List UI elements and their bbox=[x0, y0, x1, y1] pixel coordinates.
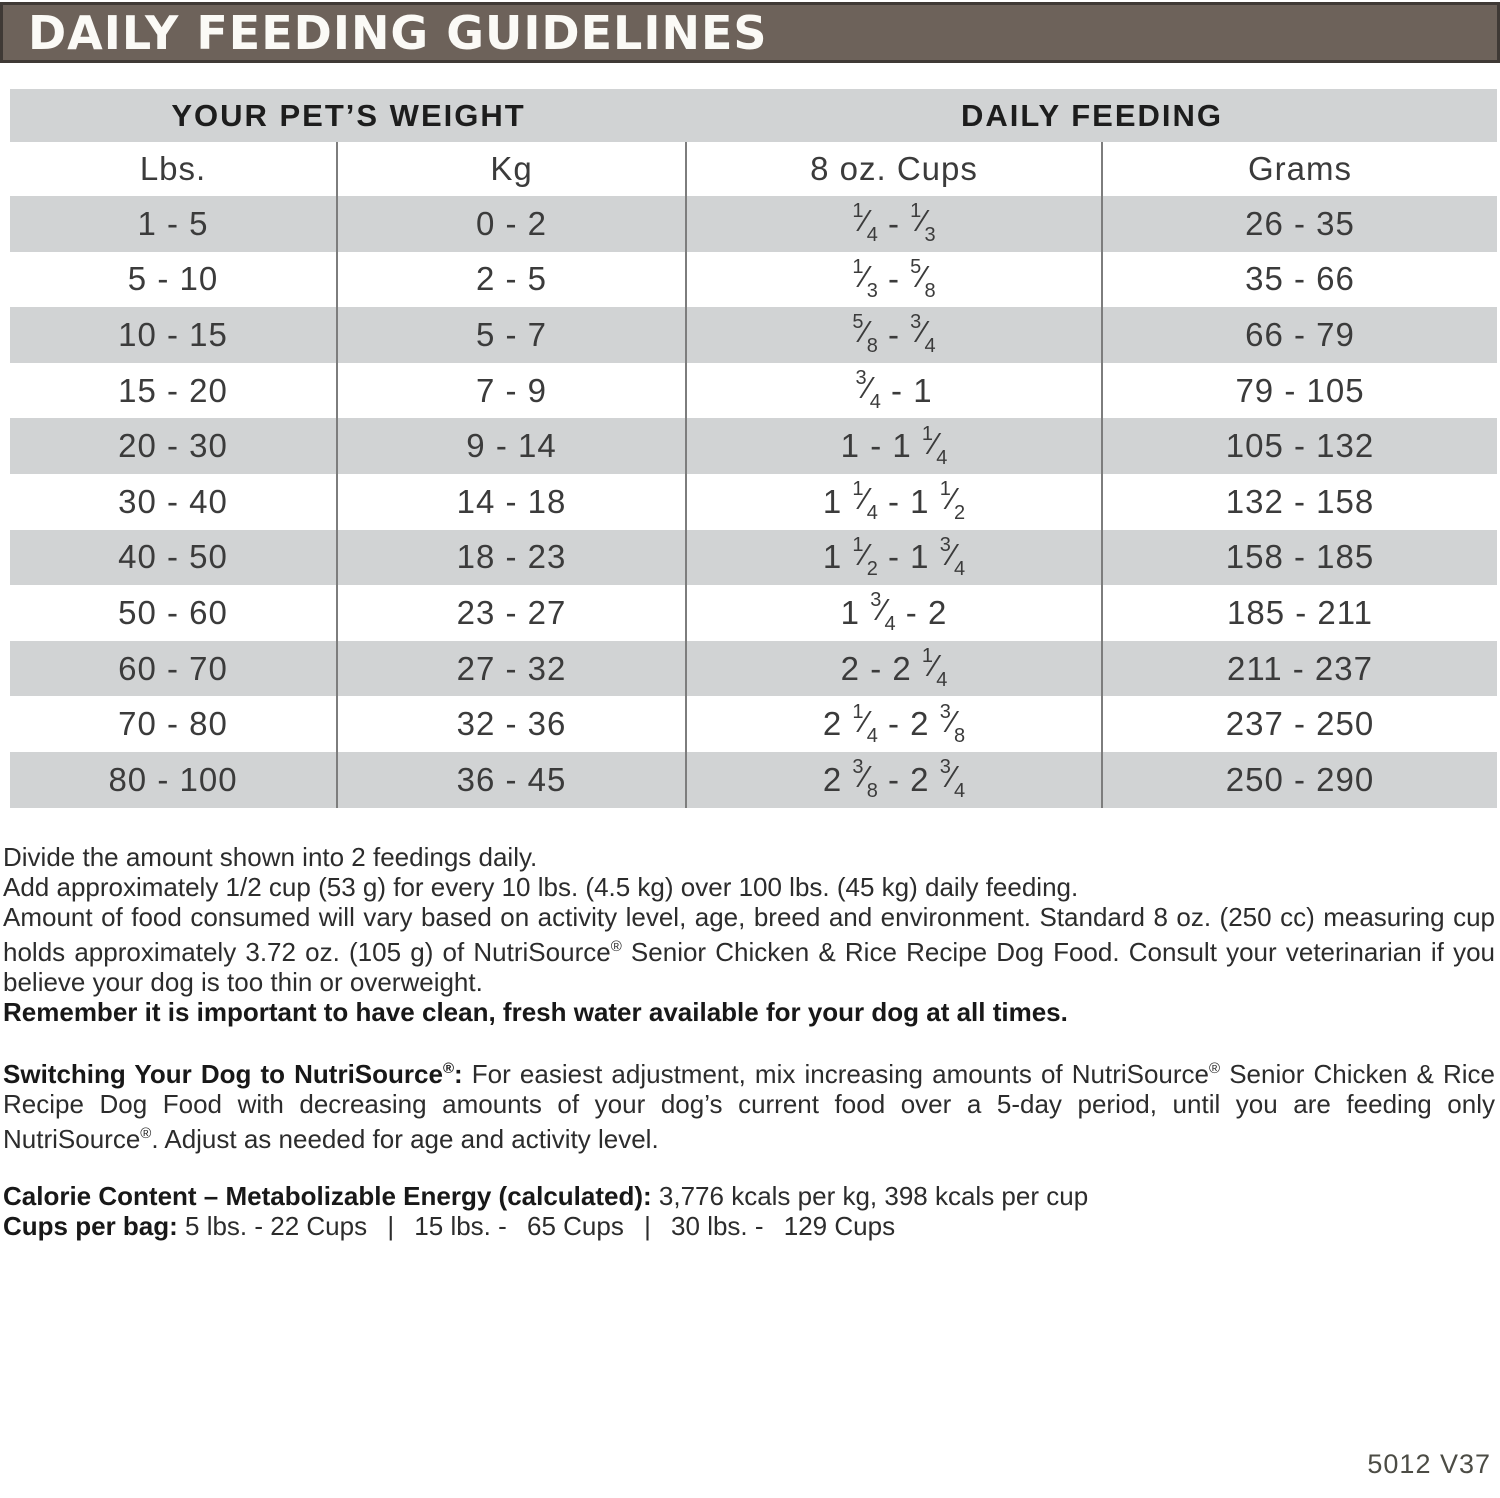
fraction: $^3⁄_8$ bbox=[939, 700, 966, 747]
version-code: 5012 V37 bbox=[1367, 1449, 1491, 1479]
cell-cups: $^3⁄_4$ - 1 bbox=[687, 363, 1103, 419]
note-text: Calorie Content – Metabolizable Energy (calculated): bbox=[3, 1181, 659, 1211]
registered-mark: ® bbox=[140, 1125, 152, 1142]
cell-lbs: 80 - 100 bbox=[10, 752, 338, 808]
fraction: $^1⁄_3$ bbox=[910, 200, 936, 247]
fraction: $^1⁄_2$ bbox=[852, 533, 878, 580]
note-text: Add approximately 1/2 cup (53 g) for every 10 lbs. (4.5 kg) over 100 lbs. (45 kg) daily feeding. bbox=[3, 872, 1079, 902]
cell-cups: 1 $^1⁄_4$ - 1 $^1⁄_2$ bbox=[687, 474, 1103, 530]
cell-cups: 2 $^1⁄_4$ - 2 $^3⁄_8$ bbox=[687, 696, 1103, 752]
fraction: $^1⁄_2$ bbox=[939, 478, 966, 525]
table-body bbox=[10, 196, 1497, 808]
cell-lbs: 5 - 10 bbox=[10, 252, 338, 308]
group-header-row bbox=[10, 89, 1497, 142]
table-row bbox=[10, 696, 1497, 752]
fraction: $^3⁄_4$ bbox=[870, 589, 896, 636]
cell-grams: 66 - 79 bbox=[1245, 315, 1355, 353]
cell-lbs: 30 - 40 bbox=[10, 474, 338, 530]
cell-kg: 27 - 32 bbox=[338, 641, 687, 697]
fraction: $^3⁄_4$ bbox=[939, 533, 966, 580]
cell-cups: 1 $^1⁄_2$ - 1 $^3⁄_4$ bbox=[687, 530, 1103, 586]
note-text: Amount of food consumed will vary based on activity level, age, breed and environment. Standard 8 oz. (250 cc) measuring cup holds approximately 3.72 oz. (105 g) of NutriSource bbox=[3, 902, 1495, 967]
note-text: : bbox=[454, 1059, 472, 1089]
table-row bbox=[10, 474, 1497, 530]
table-row bbox=[10, 252, 1497, 308]
column-header-row bbox=[10, 142, 1497, 196]
column-header-cups: 8 oz. Cups bbox=[687, 142, 1103, 196]
cell-kg: 7 - 9 bbox=[338, 363, 687, 419]
cell-grams: 132 - 158 bbox=[1225, 482, 1375, 520]
column-header-grams: Grams bbox=[1248, 150, 1352, 187]
cell-kg: 9 - 14 bbox=[338, 418, 687, 474]
fraction: $^1⁄_4$ bbox=[921, 645, 948, 692]
note-text: For easiest adjustment, mix increasing amounts of NutriSource bbox=[471, 1059, 1210, 1089]
cell-grams: 185 - 211 bbox=[1227, 593, 1373, 631]
cell-lbs: 15 - 20 bbox=[10, 363, 338, 419]
fraction: $^1⁄_3$ bbox=[852, 255, 878, 302]
fraction: $^3⁄_4$ bbox=[910, 311, 936, 358]
column-header-lbs: Lbs. bbox=[10, 142, 338, 196]
cell-lbs: 10 - 15 bbox=[10, 307, 338, 363]
fraction: $^1⁄_4$ bbox=[852, 200, 878, 247]
cell-kg: 18 - 23 bbox=[338, 530, 687, 586]
cell-kg: 0 - 2 bbox=[338, 196, 687, 252]
fraction: $^5⁄_8$ bbox=[910, 255, 936, 302]
cell-cups: $^1⁄_3$ - $^5⁄_8$ bbox=[687, 252, 1103, 308]
note-paragraph bbox=[3, 997, 1495, 1027]
table-row bbox=[10, 196, 1497, 252]
table-row bbox=[10, 585, 1497, 641]
fraction: $^3⁄_8$ bbox=[852, 756, 878, 803]
cell-lbs: 20 - 30 bbox=[10, 418, 338, 474]
cell-kg: 32 - 36 bbox=[338, 696, 687, 752]
note-text: Senior Chicken & Rice Recipe Dog Food. Consult your veterinarian if you believe your dog is too thin or overweight. bbox=[3, 937, 1495, 997]
note-text: Divide the amount shown into 2 feedings daily. bbox=[3, 842, 538, 872]
group-header-pet-weight: YOUR PET’S WEIGHT bbox=[171, 97, 526, 133]
fraction: $^1⁄_4$ bbox=[852, 478, 878, 525]
cell-lbs: 40 - 50 bbox=[10, 530, 338, 586]
column-header-kg: Kg bbox=[338, 142, 687, 196]
table-row bbox=[10, 307, 1497, 363]
cell-grams: 211 - 237 bbox=[1227, 649, 1373, 687]
note-block bbox=[3, 842, 1495, 1027]
cell-lbs: 70 - 80 bbox=[10, 696, 338, 752]
cell-cups: 2 $^3⁄_8$ - 2 $^3⁄_4$ bbox=[687, 752, 1103, 808]
note-paragraph bbox=[3, 1054, 1495, 1154]
cell-lbs: 50 - 60 bbox=[10, 585, 338, 641]
fraction: $^1⁄_4$ bbox=[852, 700, 878, 747]
note-block bbox=[3, 1181, 1495, 1241]
table-row bbox=[10, 641, 1497, 697]
cell-kg: 23 - 27 bbox=[338, 585, 687, 641]
note-text: Cups per bag: bbox=[3, 1211, 186, 1241]
cell-lbs: 60 - 70 bbox=[10, 641, 338, 697]
table-row bbox=[10, 418, 1497, 474]
table-row bbox=[10, 752, 1497, 808]
registered-mark: ® bbox=[610, 938, 622, 955]
fraction: $^1⁄_4$ bbox=[921, 422, 948, 469]
note-text: 3,776 kcals per kg, 398 kcals per cup bbox=[658, 1181, 1089, 1211]
cell-grams: 158 - 185 bbox=[1225, 538, 1375, 576]
notes-section bbox=[3, 842, 1495, 1268]
cell-cups: 1 - 1 $^1⁄_4$ bbox=[687, 418, 1103, 474]
registered-mark: ® bbox=[442, 1060, 455, 1077]
fraction: $^3⁄_4$ bbox=[855, 367, 881, 414]
cell-cups: $^1⁄_4$ - $^1⁄_3$ bbox=[687, 196, 1103, 252]
title-bar bbox=[0, 2, 1500, 63]
table-row bbox=[10, 530, 1497, 586]
cell-cups: $^5⁄_8$ - $^3⁄_4$ bbox=[687, 307, 1103, 363]
cell-cups: 2 - 2 $^1⁄_4$ bbox=[687, 641, 1103, 697]
note-paragraph bbox=[3, 1181, 1495, 1211]
cell-kg: 14 - 18 bbox=[338, 474, 687, 530]
cell-grams: 237 - 250 bbox=[1225, 705, 1375, 743]
cell-cups: 1 $^3⁄_4$ - 2 bbox=[687, 585, 1103, 641]
note-text: 5 lbs. - 22 Cups | 15 lbs. - 65 Cups | 30 lbs. - 129 Cups bbox=[185, 1211, 896, 1241]
table-row bbox=[10, 363, 1497, 419]
note-paragraph bbox=[3, 1211, 1495, 1241]
fraction: $^5⁄_8$ bbox=[852, 311, 878, 358]
note-text: . Adjust as needed for age and activity level. bbox=[151, 1124, 659, 1154]
note-paragraph bbox=[3, 872, 1495, 902]
registered-mark: ® bbox=[1209, 1060, 1221, 1077]
cell-kg: 36 - 45 bbox=[338, 752, 687, 808]
cell-grams: 79 - 105 bbox=[1235, 371, 1365, 409]
cell-grams: 26 - 35 bbox=[1245, 204, 1355, 242]
cell-lbs: 1 - 5 bbox=[10, 196, 338, 252]
cell-grams: 35 - 66 bbox=[1245, 260, 1355, 298]
note-text: Senior Chicken & Rice Recipe Dog Food with decreasing amounts of your dog’s current food over a 5-day period, until you are feeding only NutriSource bbox=[3, 1059, 1495, 1154]
group-header-daily-feeding: DAILY FEEDING bbox=[961, 97, 1223, 133]
note-block bbox=[3, 1054, 1495, 1154]
fraction: $^3⁄_4$ bbox=[939, 756, 966, 803]
note-paragraph bbox=[3, 842, 1495, 872]
feeding-table bbox=[10, 89, 1497, 808]
note-paragraph bbox=[3, 902, 1495, 997]
cell-kg: 2 - 5 bbox=[338, 252, 687, 308]
cell-grams: 105 - 132 bbox=[1225, 427, 1375, 465]
note-text: Switching Your Dog to NutriSource bbox=[3, 1059, 443, 1089]
cell-kg: 5 - 7 bbox=[338, 307, 687, 363]
note-text: Remember it is important to have clean, fresh water available for your dog at all times. bbox=[3, 997, 1068, 1027]
page-title: DAILY FEEDING GUIDELINES bbox=[28, 5, 768, 60]
cell-grams: 250 - 290 bbox=[1225, 760, 1375, 798]
